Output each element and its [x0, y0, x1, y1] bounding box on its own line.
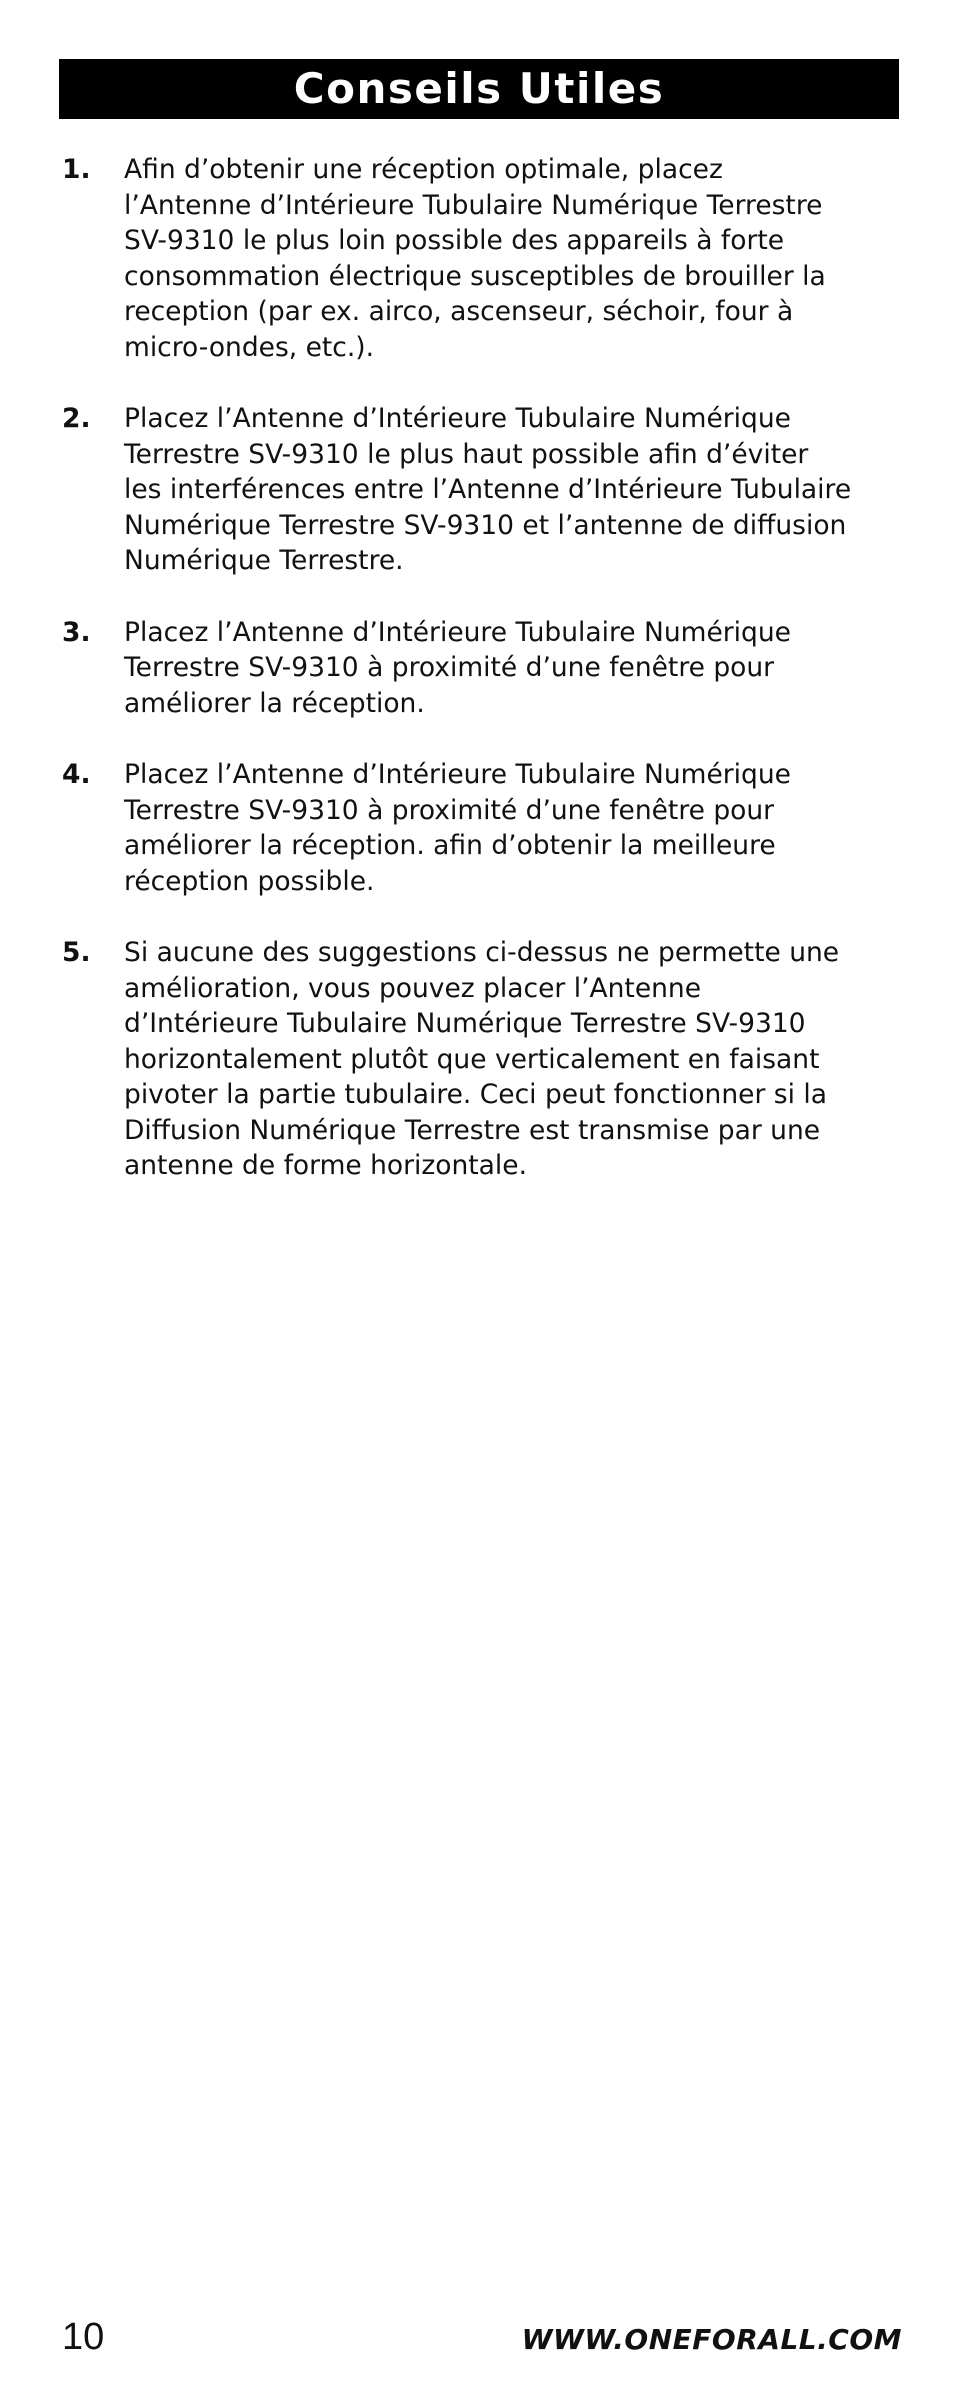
tip-text: Placez l’Antenne d’Intérieure Tubulaire Numérique Terrestre SV-9310 à proximité d’une fenêtre pour améliorer la réception. afin d’obtenir la meilleure réception possible.: [124, 759, 791, 897]
tip-text: Placez l’Antenne d’Intérieure Tubulaire Numérique Terrestre SV-9310 à proximité d’une fenêtre pour améliorer la réception.: [124, 616, 791, 719]
page-number: 10: [62, 2316, 105, 2358]
tip-item-3: [62, 615, 902, 722]
tip-number: 5.: [62, 937, 91, 968]
tip-item-2: [62, 401, 902, 579]
tip-number: 1.: [62, 154, 91, 185]
tip-item-5: [62, 935, 902, 1184]
tip-item-1: [62, 152, 902, 365]
tip-item-4: [62, 757, 902, 899]
tip-number: 3.: [62, 616, 91, 648]
section-title-bar: [59, 59, 899, 119]
tip-number: 4.: [62, 759, 91, 790]
tip-text: Si aucune des suggestions ci-dessus ne permette une amélioration, vous pouvez placer l’Antenne d’Intérieure Tubulaire Numérique Terrestre SV-9310 horizontalement plutôt que verticalement en faisant pivoter la partie tubulaire. Ceci peut fonctionner si la Diffusion Numérique Terrestre est transmise par une antenne de forme horizontale.: [124, 937, 840, 1181]
tip-number: 2.: [62, 403, 91, 434]
website-url: WWW.ONEFORALL.COM: [521, 2323, 902, 2356]
tip-text: Afin d’obtenir une réception optimale, placez l’Antenne d’Intérieure Tubulaire Numérique Terrestre SV-9310 le plus loin possible des appareils à forte consommation électrique susceptibles de brouiller la reception (par ex. airco, ascenseur, séchoir, four à micro-ondes, etc.).: [124, 154, 826, 363]
page-title: Conseils Utiles: [293, 64, 665, 113]
tips-list: [62, 152, 902, 1220]
tip-text: Placez l’Antenne d’Intérieure Tubulaire Numérique Terrestre SV-9310 le plus haut possible afin d’éviter les interférences entre l’Antenne d’Intérieure Tubulaire Numérique Terrestre SV-9310 et l’antenne de diffusion Numérique Terrestre.: [124, 403, 852, 576]
